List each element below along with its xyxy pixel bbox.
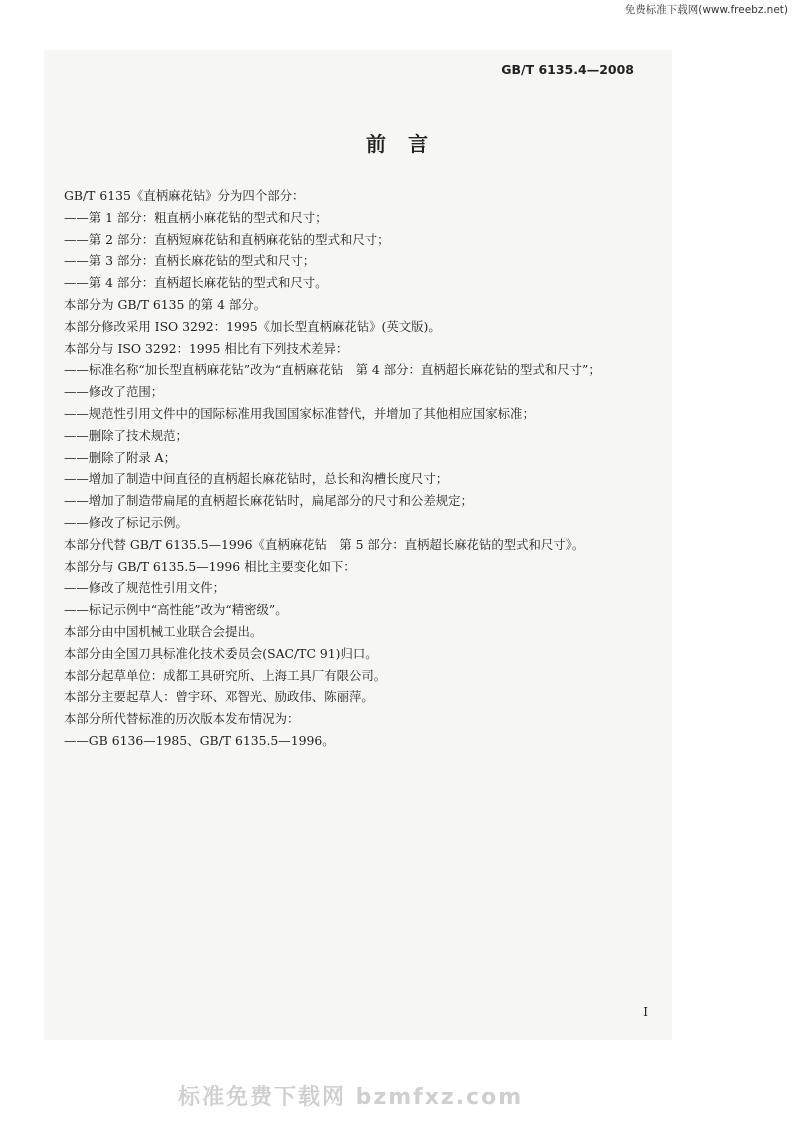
text-line: 本部分所代替标准的历次版本发布情况为： [64,711,300,727]
text-line: ——第 4 部分：直柄超长麻花钻的型式和尺寸。 [64,275,328,291]
text-line: ——第 3 部分：直柄长麻花钻的型式和尺寸； [64,253,316,269]
text-line: ——删除了附录 A； [64,449,177,465]
text-line: ——修改了标记示例。 [64,514,188,530]
text-line: ——标记示例中“高性能”改为“精密级”。 [64,602,288,618]
text-line: 本部分为 GB/T 6135 的第 4 部分。 [64,296,267,312]
text-line: 本部分与 GB/T 6135.5—1996 相比主要变化如下： [64,558,356,574]
text-line: 本部分修改采用 ISO 3292：1995《加长型直柄麻花钻》(英文版)。 [64,318,441,334]
text-line: ——GB 6136—1985、GB/T 6135.5—1996。 [64,732,335,748]
text-line: ——标准名称“加长型直柄麻花钻”改为“直柄麻花钻 第 4 部分：直柄超长麻花钻的型式和尺寸”； [64,362,601,378]
text-line: ——修改了规范性引用文件； [64,580,226,596]
text-line: ——增加了制造带扁尾的直柄超长麻花钻时，扁尾部分的尺寸和公差规定； [64,493,473,509]
text-line: ——第 2 部分：直柄短麻花钻和直柄麻花钻的型式和尺寸； [64,231,390,247]
site-header: 免费标准下载网(www.freebz.net) [624,4,788,16]
standard-number: GB/T 6135.4—2008 [501,62,634,77]
text-line: GB/T 6135《直柄麻花钻》分为四个部分： [64,188,305,203]
text-line: ——修改了范围； [64,384,164,400]
text-line: 本部分主要起草人：曾宇环、邓智光、励政伟、陈丽萍。 [64,689,374,705]
text-line: 本部分起草单位：成都工具研究所、上海工具厂有限公司。 [64,667,387,683]
text-line: 本部分由全国刀具标准化技术委员会(SAC/TC 91)归口。 [64,645,378,661]
page-number: I [643,1005,648,1019]
foreword-body [64,185,684,752]
text-line: 本部分代替 GB/T 6135.5—1996《直柄麻花钻 第 5 部分：直柄超长麻花钻的型式和尺寸》。 [64,536,585,552]
text-line: ——删除了技术规范； [64,427,188,443]
text-line: 本部分由中国机械工业联合会提出。 [64,623,263,639]
text-line: ——增加了制造中间直径的直柄超长麻花钻时，总长和沟槽长度尺寸； [64,471,449,487]
page-title: 前言 [366,132,450,156]
text-line: ——规范性引用文件中的国际标准用我国国家标准替代，并增加了其他相应国家标准； [64,405,535,421]
text-line: ——第 1 部分：粗直柄小麻花钻的型式和尺寸； [64,209,328,225]
watermark: 标准免费下载网 bzmfxz.com [178,1085,524,1110]
text-line: 本部分与 ISO 3292：1995 相比有下列技术差异： [64,340,349,356]
